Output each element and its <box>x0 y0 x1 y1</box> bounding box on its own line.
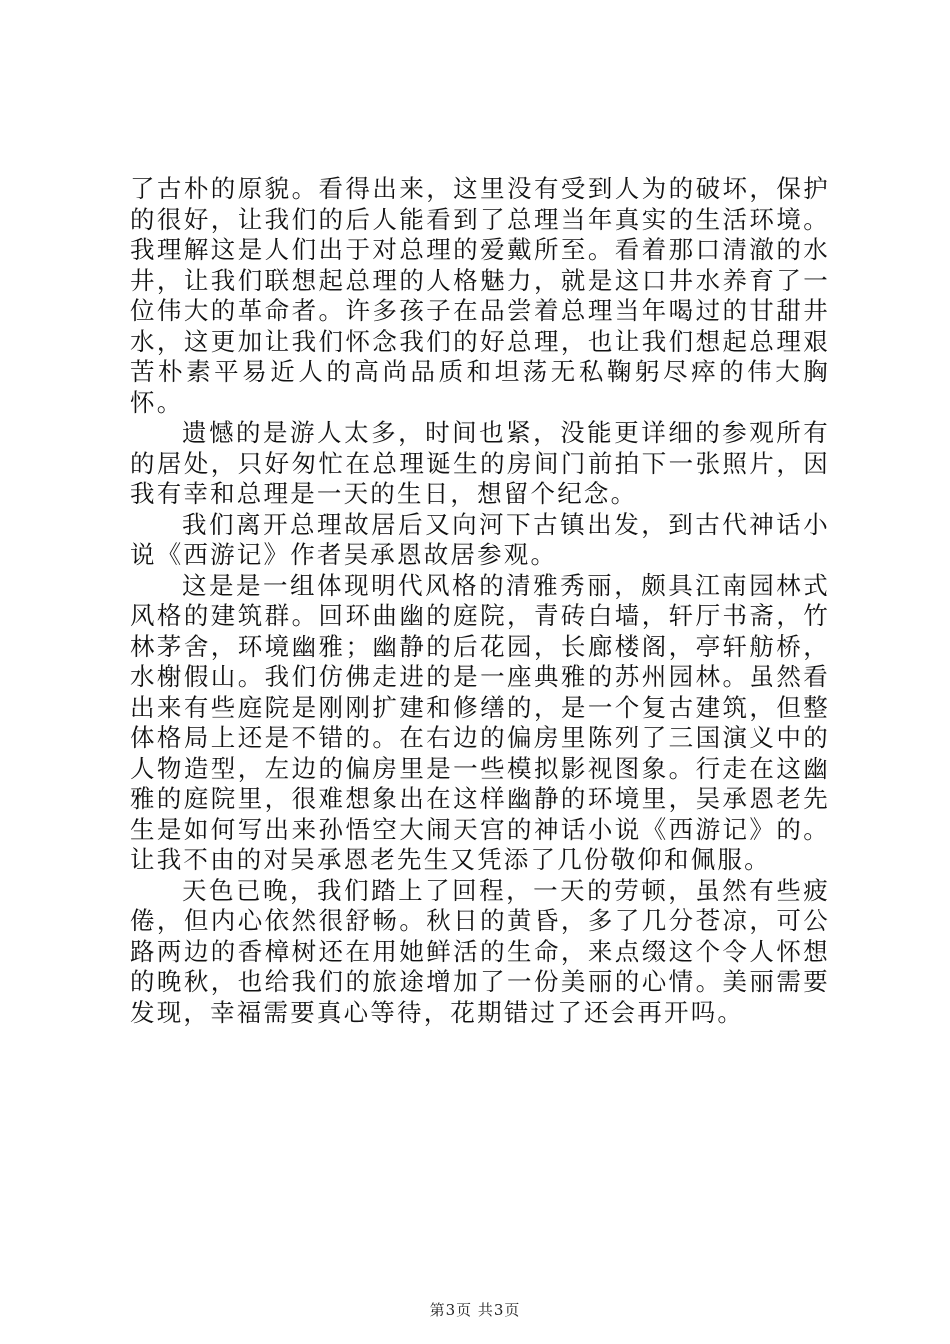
paragraph-4: 这是是一组体现明代风格的清雅秀丽，颇具江南园林式风格的建筑群。回环曲幽的庭院，青砖白墙，轩厅书斋，竹林茅舍，环境幽雅；幽静的后花园，长廊楼阁，亭轩舫桥，水榭假山。我们仿佛走进的是一座典雅的苏州园林。虽然看出来有些庭院是刚刚扩建和修缮的，是一个复古建筑，但整体格局上还是不错的。在右边的偏房里陈列了三国演义中的人物造型，左边的偏房里是一些模拟影视图象。行走在这幽雅的庭院里，很难想象出在这样幽静的环境里，吴承恩老先生是如何写出来孙悟空大闹天宫的神话小说《西游记》的。让我不由的对吴承恩老先生又凭添了几份敬仰和佩服。 <box>130 570 830 874</box>
page-number-footer: 第3页 共3页 <box>429 1301 521 1319</box>
paragraph-3: 我们离开总理故居后又向河下古镇出发，到古代神话小说《西游记》作者吴承恩故居参观。 <box>130 509 830 569</box>
paragraph-5: 天色已晚，我们踏上了回程，一天的劳顿，虽然有些疲倦，但内心依然很舒畅。秋日的黄昏，多了几分苍凉，可公路两边的香樟树还在用她鲜活的生命，来点缀这个令人怀想的晚秋，也给我们的旅途增加了一份美丽的心情。美丽需要发现，幸福需要真心等待，花期错过了还会再开吗。 <box>130 875 830 1027</box>
paragraph-2: 遗憾的是游人太多，时间也紧，没能更详细的参观所有的居处，只好匆忙在总理诞生的房间门前拍下一张照片，因我有幸和总理是一天的生日，想留个纪念。 <box>130 418 830 508</box>
paragraph-1: 了古朴的原貌。看得出来，这里没有受到人为的破坏，保护的很好，让我们的后人能看到了总理当年真实的生活环境。我理解这是人们出于对总理的爱戴所至。看着那口清澈的水井，让我们联想起总理的人格魅力，就是这口井水养育了一位伟大的革命者。许多孩子在品尝着总理当年喝过的甘甜井水，这更加让我们怀念我们的好总理，也让我们想起总理艰苦朴素平易近人的高尚品质和坦荡无私鞠躬尽瘁的伟大胸怀。 <box>130 174 830 417</box>
document-body <box>130 174 830 1028</box>
